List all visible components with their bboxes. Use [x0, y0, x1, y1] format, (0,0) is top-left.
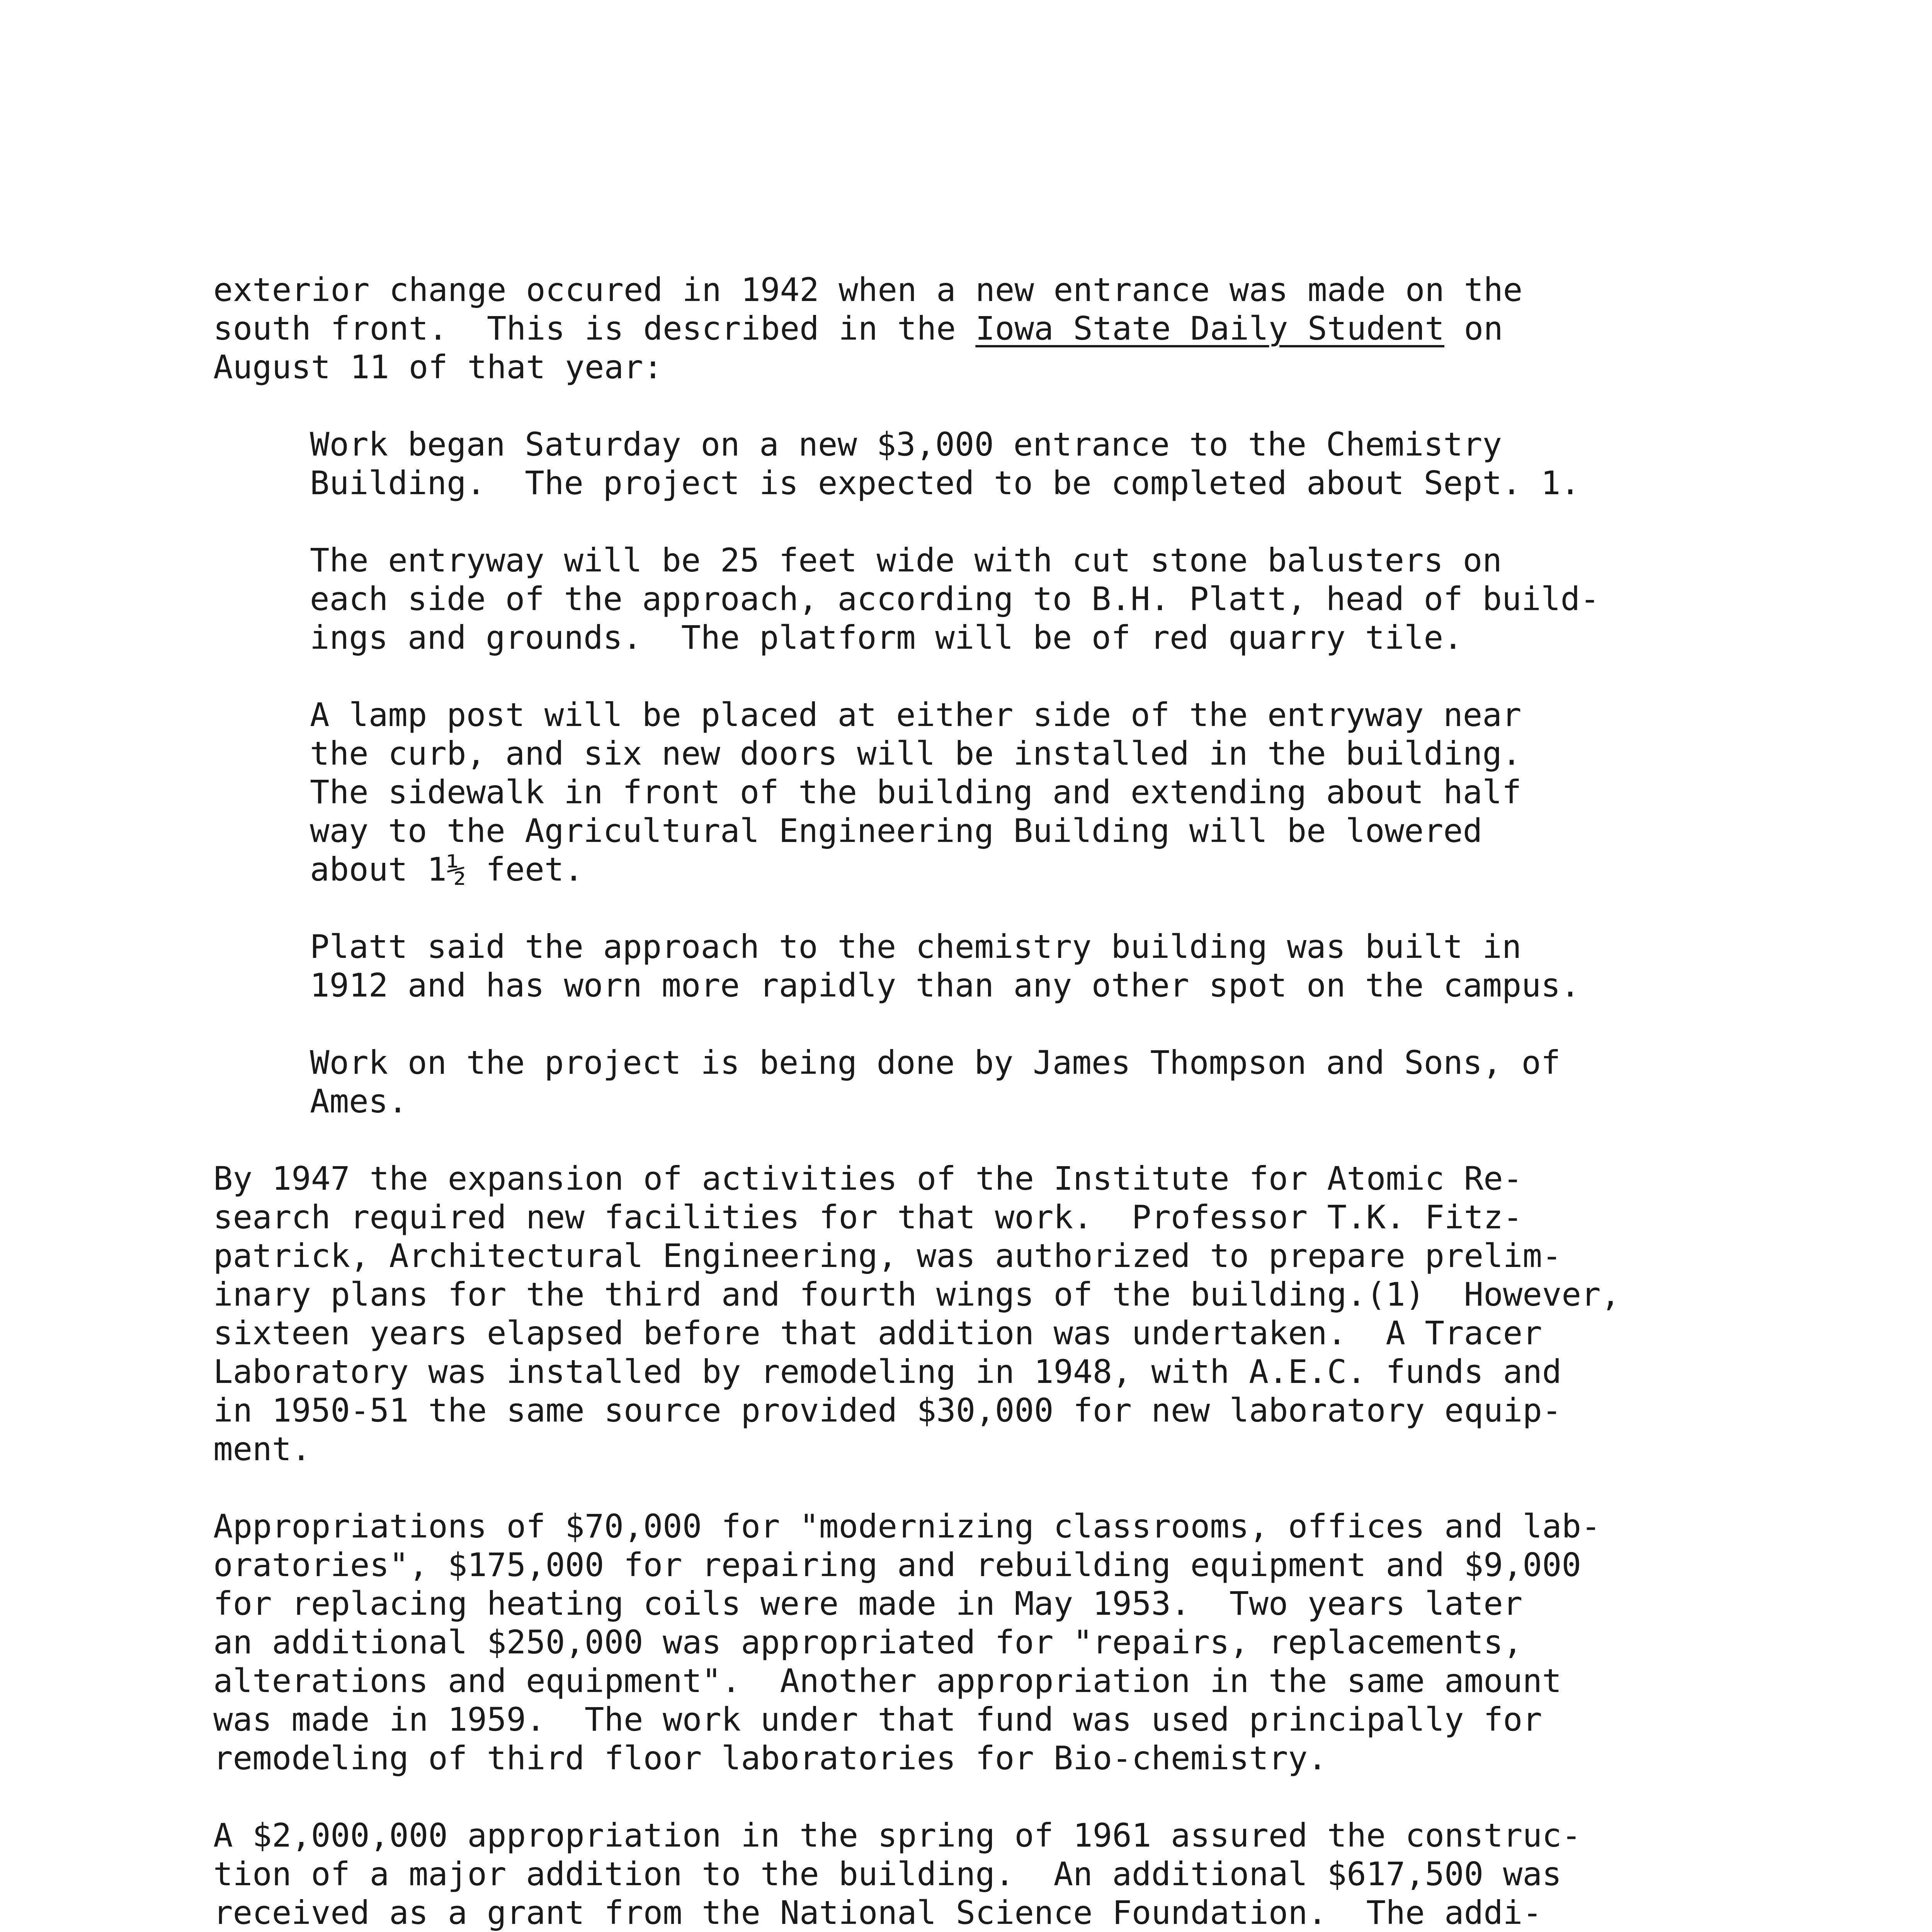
quote-p3-line: about 1½ feet. [310, 850, 584, 888]
body-p1-line: search required new facilities for that work. Professor T.K. Fitz- [213, 1198, 1523, 1236]
intro-line-2 [213, 309, 1503, 348]
quote-p1-line: Building. The project is expected to be completed about Sept. 1. [310, 464, 1580, 502]
body-p2-line: for replacing heating coils were made in May 1953. Two years later [213, 1585, 1523, 1622]
body-p1-line: ment. [213, 1430, 311, 1468]
quote-p3-line: The sidewalk in front of the building and extending about half [310, 773, 1522, 811]
body-p2-line: was made in 1959. The work under that fund was used principally for [213, 1701, 1542, 1738]
intro-line-2-end: on [1444, 310, 1503, 347]
intro-line-2-start: south front. This is described in the [213, 310, 976, 347]
intro-line-1: exterior change occured in 1942 when a new entrance was made on the [213, 271, 1523, 309]
body-p1-line: By 1947 the expansion of activities of the Institute for Atomic Re- [213, 1160, 1523, 1197]
body-p1-line: Laboratory was installed by remodeling in 1948, with A.E.C. funds and [213, 1353, 1562, 1391]
quote-p3-line: way to the Agricultural Engineering Building will be lowered [310, 812, 1483, 850]
body-p1-line: patrick, Architectural Engineering, was authorized to prepare prelim- [213, 1237, 1562, 1275]
body-p1-line: sixteen years elapsed before that addition was undertaken. A Tracer [213, 1314, 1542, 1352]
body-p2-line: oratories", $175,000 for repairing and rebuilding equipment and $9,000 [213, 1546, 1582, 1584]
quote-p4-line: Platt said the approach to the chemistry building was built in [310, 928, 1522, 966]
newspaper-title: Iowa State Daily Student [975, 310, 1445, 347]
quote-p2-line: The entryway will be 25 feet wide with cut stone balusters on [310, 541, 1502, 579]
body-p2-line: Appropriations of $70,000 for "modernizing classrooms, offices and lab- [213, 1507, 1601, 1545]
intro-line-3: August 11 of that year: [213, 348, 663, 386]
quote-p5-line: Ames. [310, 1082, 408, 1120]
body-p2-line: alterations and equipment". Another appropriation in the same amount [213, 1662, 1562, 1700]
body-p2-line: remodeling of third floor laboratories for Bio-chemistry. [213, 1739, 1327, 1777]
body-p2-line: an additional $250,000 was appropriated for "repairs, replacements, [213, 1623, 1523, 1661]
body-p3-line: A $2,000,000 appropriation in the spring of 1961 assured the construc- [213, 1816, 1582, 1854]
body-p3-line: received as a grant from the National Science Foundation. The addi- [213, 1894, 1542, 1932]
quote-p3-line: the curb, and six new doors will be installed in the building. [310, 735, 1522, 772]
body-p3-line: tion of a major addition to the building. An additional $617,500 was [213, 1855, 1562, 1893]
quote-p5-line: Work on the project is being done by James Thompson and Sons, of [310, 1044, 1561, 1082]
quote-p1-line: Work began Saturday on a new $3,000 entrance to the Chemistry [310, 425, 1502, 463]
quote-p4-line: 1912 and has worn more rapidly than any other spot on the campus. [310, 966, 1580, 1004]
body-p1-line: in 1950-51 the same source provided $30,000 for new laboratory equip- [213, 1391, 1562, 1429]
quote-p2-line: each side of the approach, according to B.H. Platt, head of build- [310, 580, 1600, 618]
body-p1-line: inary plans for the third and fourth wings of the building.(1) However, [213, 1276, 1621, 1313]
quote-p3-line: A lamp post will be placed at either side of the entryway near [310, 696, 1522, 734]
quote-p2-line: ings and grounds. The platform will be of red quarry tile. [310, 619, 1463, 656]
